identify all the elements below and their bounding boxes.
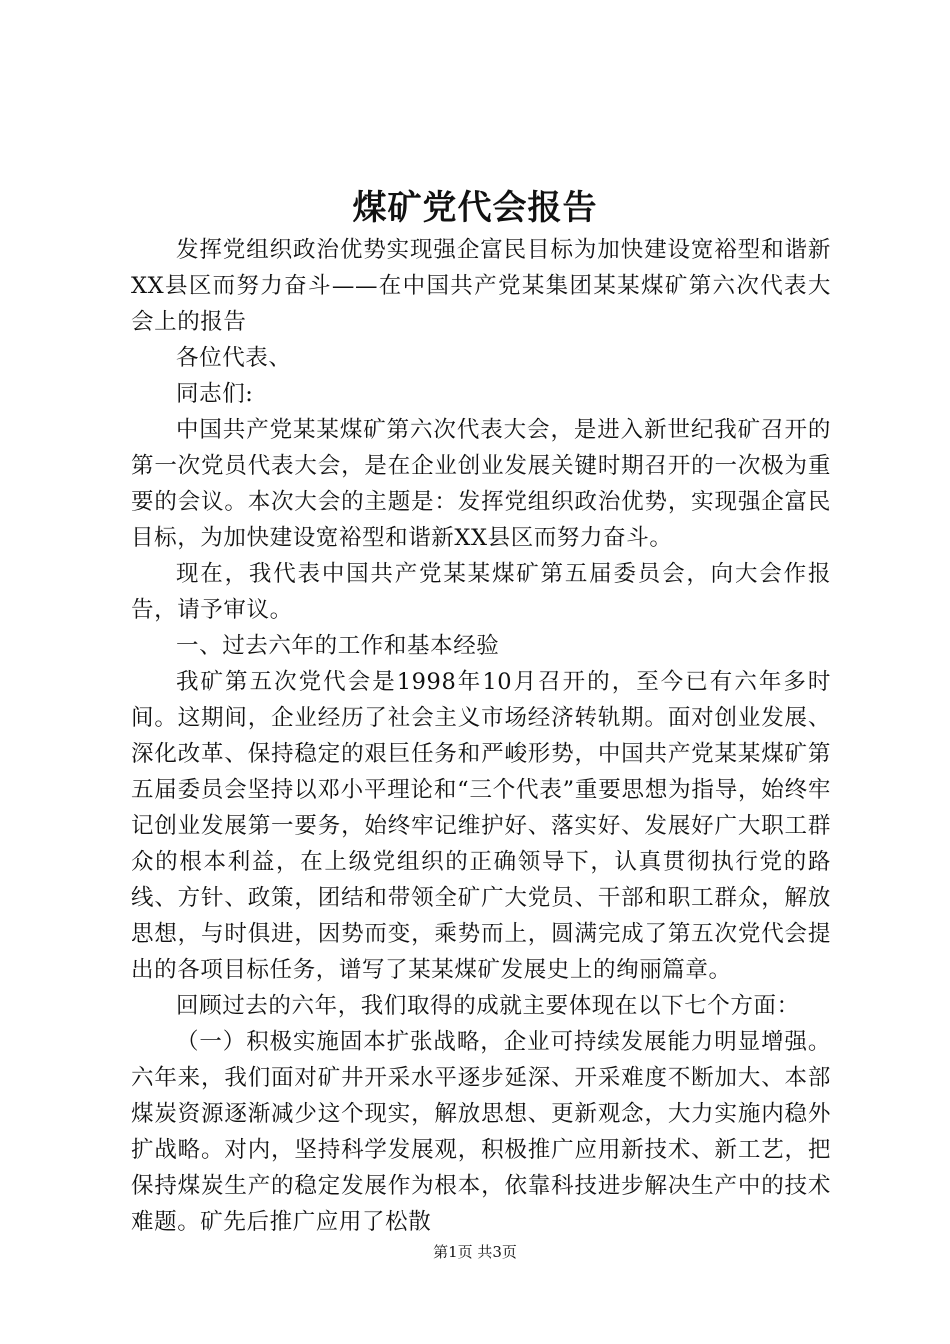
body-paragraph: 现在，我代表中国共产党某某煤矿第五届委员会，向大会作报告，请予审议。 [131, 561, 831, 623]
salutation-delegates: 各位代表、 [176, 345, 292, 371]
body-paragraph: 我矿第五次党代会是1998年10月召开的，至今已有六年多时间。这期间，企业经历了社会主义市场经济转轨期。面对创业发展、深化改革、保持稳定的艰巨任务和严峻形势，中国共产党某某煤矿第五届委员会坚持以邓小平理论和“三个代表”重要思想为指导，始终牢记创业发展第一要务，始终牢记维护好、落实好、发展好广大职工群众的根本利益，在上级党组织的正确领导下，认真贯彻执行党的路线、方针、政策，团结和带领全矿广大党员、干部和职工群众，解放思想，与时俱进，因势而变，乘势而上，圆满完成了第五次党代会提出的各项目标任务，谱写了某某煤矿发展史上的绚丽篇章。 [131, 669, 831, 983]
document-body [131, 232, 831, 1240]
document-title: 煤矿党代会报告 [352, 188, 598, 228]
page-number-footer: 第1页 共3页 [433, 1243, 517, 1261]
body-paragraph: 中国共产党某某煤矿第六次代表大会，是进入新世纪我矿召开的第一次党员代表大会，是在企业创业发展关键时期召开的一次极为重要的会议。本次大会的主题是：发挥党组织政治优势，实现强企富民目标，为加快建设宽裕型和谐新XX县区而努力奋斗。 [131, 417, 831, 551]
body-paragraph: （一）积极实施固本扩张战略，企业可持续发展能力明显增强。六年来，我们面对矿井开采水平逐步延深、开采难度不断加大、本部煤炭资源逐渐减少这个现实，解放思想、更新观念，大力实施内稳外扩战略。对内，坚持科学发展观，积极推广应用新技术、新工艺，把保持煤炭生产的稳定发展作为根本，依靠科技进步解决生产中的技术难题。矿先后推广应用了松散 [131, 1029, 831, 1235]
body-paragraph: 回顾过去的六年，我们取得的成就主要体现在以下七个方面： [176, 993, 800, 1019]
section-heading: 一、过去六年的工作和基本经验 [176, 633, 500, 659]
report-subtitle-paragraph: 发挥党组织政治优势实现强企富民目标为加快建设宽裕型和谐新XX县区而努力奋斗——在中国共产党某集团某某煤矿第六次代表大会上的报告 [131, 237, 831, 335]
salutation-comrades: 同志们: [176, 381, 254, 407]
